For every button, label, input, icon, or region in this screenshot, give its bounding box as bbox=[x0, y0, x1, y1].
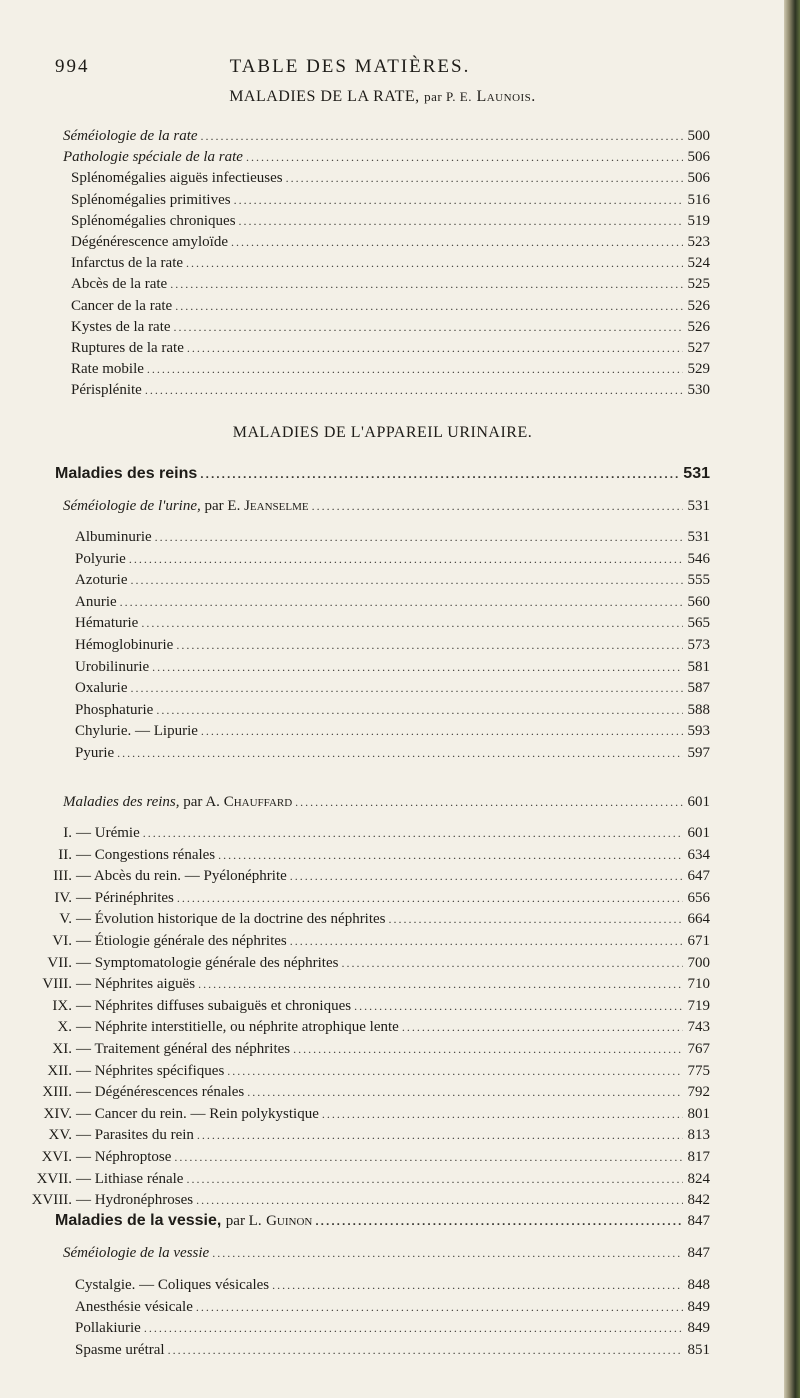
entry-page-number: 588 bbox=[687, 701, 710, 718]
toc-entry[interactable] bbox=[75, 592, 710, 612]
entry-page-number: 849 bbox=[687, 1298, 710, 1315]
chapter-number: IX. bbox=[52, 997, 72, 1014]
chapter-number: VI. bbox=[52, 933, 72, 949]
entry-page-number: 664 bbox=[687, 911, 710, 928]
entry-page-number: 526 bbox=[687, 297, 710, 314]
dot-leader bbox=[239, 211, 683, 231]
dot-leader bbox=[144, 1318, 683, 1338]
dot-leader bbox=[196, 1190, 683, 1210]
entry-page-number: 656 bbox=[687, 889, 710, 906]
toc-entry[interactable] bbox=[75, 700, 710, 720]
toc-entry[interactable] bbox=[63, 126, 710, 146]
entry-title: Hématurie bbox=[75, 615, 139, 632]
entry-title: — Traitement général des néphrites bbox=[76, 1041, 291, 1057]
entry-title: — Dégénérescences rénales bbox=[76, 1084, 245, 1101]
toc-entry[interactable] bbox=[75, 1318, 710, 1338]
dot-leader bbox=[176, 635, 683, 655]
toc-entry[interactable] bbox=[71, 211, 710, 231]
dot-leader bbox=[247, 1082, 683, 1102]
entry-page-number: 647 bbox=[687, 868, 710, 885]
dot-leader bbox=[198, 974, 683, 994]
toc-entry[interactable] bbox=[24, 1147, 710, 1167]
dot-leader bbox=[315, 1211, 683, 1231]
entry-page-number: 516 bbox=[687, 191, 710, 208]
entry-page-number: 531 bbox=[687, 529, 710, 545]
entry-page-number: 743 bbox=[687, 1019, 710, 1036]
dot-leader bbox=[156, 700, 683, 720]
chapter-number: XVIII. bbox=[31, 1192, 72, 1209]
entry-page-number: 546 bbox=[687, 550, 710, 567]
chapter-number: IV. bbox=[54, 889, 72, 906]
chapter-number: X. bbox=[57, 1019, 72, 1036]
toc-entry[interactable] bbox=[24, 953, 710, 973]
entry-title: — Symptomatologie générale des néphrites bbox=[76, 954, 339, 971]
dot-leader bbox=[170, 274, 683, 294]
dot-leader bbox=[227, 1061, 683, 1081]
toc-entry[interactable] bbox=[75, 570, 710, 590]
entry-title: Pyurie bbox=[75, 745, 115, 761]
dot-leader bbox=[201, 721, 683, 741]
toc-entry-maladies-reins-chauffard[interactable]: Maladies des reins, par A. Chauffard ..... 601 bbox=[63, 792, 710, 812]
entry-page-number: 593 bbox=[687, 723, 710, 740]
dot-leader bbox=[120, 592, 683, 612]
entry-page-number: 581 bbox=[687, 658, 710, 675]
toc-entry[interactable] bbox=[24, 974, 710, 994]
toc-entry[interactable] bbox=[24, 1104, 710, 1124]
toc-entry[interactable] bbox=[75, 549, 710, 569]
entry-page-number: 530 bbox=[687, 382, 710, 399]
dot-leader bbox=[293, 1039, 683, 1059]
entry-title: — Néphrites diffuses subaiguës et chroniques bbox=[76, 997, 352, 1014]
chapter-number: XI. bbox=[52, 1041, 72, 1057]
dot-leader bbox=[322, 1104, 683, 1124]
entry-page-number: 506 bbox=[687, 170, 710, 187]
toc-entry[interactable] bbox=[24, 909, 710, 929]
toc-entry[interactable] bbox=[75, 527, 710, 547]
entry-page-number: 519 bbox=[687, 212, 710, 229]
entry-title: — Hydronéphroses bbox=[76, 1192, 194, 1209]
page-number: 994 bbox=[55, 56, 90, 77]
entry-title: Albuminurie bbox=[75, 529, 152, 545]
toc-entry[interactable] bbox=[75, 613, 710, 633]
entry-page-number: 719 bbox=[687, 997, 710, 1014]
entry-title: Hémoglobinurie bbox=[75, 637, 174, 653]
entry-title: Anurie bbox=[75, 593, 117, 610]
toc-entry[interactable] bbox=[75, 1340, 710, 1360]
section-title-rate: MALADIES DE LA RATE, par P. E. Launois. bbox=[229, 88, 536, 105]
toc-entry[interactable] bbox=[71, 296, 710, 316]
entry-title: Polyurie bbox=[75, 550, 126, 567]
chapter-number: III. bbox=[53, 868, 72, 885]
entry-page-number: 842 bbox=[687, 1192, 710, 1209]
entry-title: Ruptures de la rate bbox=[71, 340, 184, 356]
chapter-number: XVII. bbox=[36, 1170, 72, 1187]
chapter-number: XVI. bbox=[41, 1149, 72, 1165]
toc-entry[interactable] bbox=[71, 380, 710, 400]
entry-title: Périsplénite bbox=[71, 382, 142, 399]
toc-entry[interactable] bbox=[75, 743, 710, 763]
dot-leader bbox=[117, 743, 683, 763]
entry-title: — Cancer du rein. — Rein polykystique bbox=[76, 1105, 319, 1122]
toc-entry[interactable] bbox=[75, 721, 710, 741]
entry-page-number: 824 bbox=[687, 1170, 710, 1187]
dot-leader bbox=[212, 1243, 683, 1263]
entry-page-number: 565 bbox=[687, 615, 710, 632]
entry-page-number: 817 bbox=[687, 1149, 710, 1165]
dot-leader bbox=[143, 823, 683, 843]
chapter-number: V. bbox=[59, 911, 72, 928]
dot-leader bbox=[196, 1297, 683, 1317]
toc-entry[interactable] bbox=[24, 845, 710, 865]
dot-leader bbox=[187, 338, 683, 358]
chapter-number: XIII. bbox=[42, 1084, 72, 1101]
entry-title: Splénomégalies primitives bbox=[71, 191, 231, 208]
dot-leader bbox=[290, 866, 683, 886]
dot-leader bbox=[231, 232, 683, 252]
toc-entry[interactable] bbox=[75, 1275, 710, 1295]
toc-entry-maladies-vessie[interactable]: Maladies de la vessie, par L. Guinon ..... 847 bbox=[55, 1211, 710, 1231]
dot-leader bbox=[186, 253, 683, 273]
section-title-urinaire: MALADIES DE L'APPAREIL URINAIRE. bbox=[232, 424, 533, 441]
entry-page-number: 849 bbox=[687, 1320, 710, 1336]
entry-title: Pathologie spéciale de la rate bbox=[63, 149, 243, 166]
entry-title: — Parasites du rein bbox=[76, 1127, 194, 1144]
entry-page-number: 525 bbox=[687, 276, 710, 293]
dot-leader bbox=[174, 1147, 683, 1167]
entry-title: Chylurie. — Lipurie bbox=[75, 723, 198, 740]
toc-entry[interactable] bbox=[71, 317, 710, 337]
entry-page-number: 524 bbox=[687, 255, 710, 272]
chapter-number: VII. bbox=[47, 954, 72, 971]
dot-leader bbox=[152, 657, 683, 677]
entry-page-number: 767 bbox=[687, 1041, 710, 1057]
toc-entry[interactable] bbox=[24, 866, 710, 886]
chapter-number: XII. bbox=[47, 1062, 72, 1079]
entry-title: Dégénérescence amyloïde bbox=[71, 234, 228, 250]
entry-title: — Abcès du rein. — Pyélonéphrite bbox=[76, 868, 287, 885]
entry-title: Kystes de la rate bbox=[71, 318, 171, 335]
dot-leader bbox=[155, 527, 683, 547]
toc-entry[interactable] bbox=[75, 1297, 710, 1317]
entry-title: Cancer de la rate bbox=[71, 297, 173, 314]
chapter-number: VIII. bbox=[42, 976, 72, 993]
running-head bbox=[55, 56, 645, 80]
entry-title: Oxalurie bbox=[75, 680, 128, 697]
toc-entry[interactable] bbox=[71, 274, 710, 294]
dot-leader bbox=[341, 953, 683, 973]
dot-leader bbox=[312, 496, 683, 516]
toc-entry-semiologie-urine[interactable]: Séméiologie de l'urine, par E. Jeanselme ..... 531 bbox=[63, 496, 710, 516]
toc-entry[interactable] bbox=[71, 359, 710, 379]
chapter-number: I. bbox=[63, 825, 72, 841]
entry-title: Infarctus de la rate bbox=[71, 255, 184, 272]
dot-leader bbox=[389, 909, 683, 929]
chapter-number: II. bbox=[58, 846, 72, 863]
entry-title: Spasme urétral bbox=[75, 1341, 165, 1358]
toc-entry[interactable] bbox=[24, 1061, 710, 1081]
entry-page-number: 801 bbox=[687, 1105, 710, 1122]
entry-page-number: 813 bbox=[687, 1127, 710, 1144]
entry-page-number: 775 bbox=[687, 1062, 710, 1079]
toc-entry[interactable] bbox=[24, 1169, 710, 1189]
dot-leader bbox=[290, 931, 683, 951]
entry-page-number: 526 bbox=[687, 318, 710, 335]
dot-leader bbox=[147, 359, 683, 379]
entry-title: — Congestions rénales bbox=[76, 846, 216, 863]
dot-leader bbox=[234, 190, 683, 210]
dot-leader bbox=[272, 1275, 683, 1295]
entry-page-number: 506 bbox=[687, 149, 710, 166]
entry-page-number: 555 bbox=[687, 572, 710, 589]
entry-title: Anesthésie vésicale bbox=[75, 1298, 193, 1315]
dot-leader bbox=[175, 296, 683, 316]
entry-title: Phosphaturie bbox=[75, 701, 154, 718]
entry-page-number: 527 bbox=[687, 340, 710, 356]
toc-entry[interactable] bbox=[24, 1190, 710, 1210]
entry-page-number: 851 bbox=[687, 1341, 710, 1358]
toc-entry[interactable] bbox=[71, 190, 710, 210]
toc-entry[interactable] bbox=[75, 635, 710, 655]
entry-page-number: 634 bbox=[687, 846, 710, 863]
entry-title: Azoturie bbox=[75, 572, 128, 589]
entry-title: — Lithiase rénale bbox=[76, 1170, 184, 1187]
toc-entry[interactable] bbox=[24, 1017, 710, 1037]
dot-leader bbox=[197, 1125, 683, 1145]
toc-entry-maladies-reins[interactable]: Maladies des reins ..... 531 bbox=[55, 464, 710, 484]
entry-title: — Étiologie générale des néphrites bbox=[76, 933, 287, 949]
dot-leader bbox=[402, 1017, 683, 1037]
entry-title: — Néphroptose bbox=[76, 1149, 172, 1165]
dot-leader bbox=[295, 792, 683, 812]
toc-entry[interactable] bbox=[71, 253, 710, 273]
toc-entry[interactable] bbox=[24, 888, 710, 908]
entry-title: — Périnéphrites bbox=[76, 889, 174, 906]
toc-entry[interactable] bbox=[24, 931, 710, 951]
toc-entry-semiologie-vessie[interactable]: Séméiologie de la vessie ..... 847 bbox=[63, 1243, 710, 1263]
entry-title: Pollakiurie bbox=[75, 1320, 141, 1336]
chapter-number: XIV. bbox=[43, 1105, 72, 1122]
entry-title: — Néphrites aiguës bbox=[76, 976, 196, 993]
dot-leader bbox=[201, 126, 683, 146]
dot-leader bbox=[218, 845, 683, 865]
entry-page-number: 500 bbox=[687, 128, 710, 144]
entry-title: — Néphrite interstitielle, ou néphrite atrophique lente bbox=[76, 1019, 399, 1036]
dot-leader bbox=[354, 996, 683, 1016]
entry-page-number: 848 bbox=[687, 1277, 710, 1293]
toc-entry[interactable] bbox=[24, 1039, 710, 1059]
entry-title: Abcès de la rate bbox=[71, 276, 168, 293]
running-title: TABLE DES MATIÈRES. bbox=[229, 56, 471, 77]
entry-page-number: 671 bbox=[687, 933, 710, 949]
entry-page-number: 573 bbox=[687, 637, 710, 653]
entry-title: Rate mobile bbox=[71, 361, 144, 378]
dot-leader bbox=[141, 613, 683, 633]
dot-leader bbox=[130, 678, 683, 698]
entry-page-number: 587 bbox=[687, 680, 710, 697]
entry-page-number: 560 bbox=[687, 593, 710, 610]
dot-leader bbox=[200, 464, 680, 484]
entry-title: — Urémie bbox=[76, 825, 140, 841]
entry-title: — Évolution historique de la doctrine des néphrites bbox=[76, 911, 386, 928]
entry-page-number: 523 bbox=[687, 234, 710, 250]
entry-title: Splénomégalies chroniques bbox=[71, 212, 236, 229]
entry-title: Séméiologie de la rate bbox=[63, 128, 198, 144]
toc-entry[interactable] bbox=[24, 1082, 710, 1102]
entry-page-number: 597 bbox=[687, 745, 710, 761]
toc-entry[interactable] bbox=[75, 657, 710, 677]
chapter-number: XV. bbox=[48, 1127, 72, 1144]
entry-title: Cystalgie. — Coliques vésicales bbox=[75, 1277, 270, 1293]
toc-entry[interactable] bbox=[24, 823, 710, 843]
entry-page-number: 792 bbox=[687, 1084, 710, 1101]
entry-title: Urobilinurie bbox=[75, 658, 150, 675]
entry-title: — Néphrites spécifiques bbox=[76, 1062, 225, 1079]
entry-title: Splénomégalies aiguës infectieuses bbox=[71, 170, 283, 187]
entry-page-number: 529 bbox=[687, 361, 710, 378]
dot-leader bbox=[145, 380, 683, 400]
dot-leader bbox=[186, 1169, 683, 1189]
dot-leader bbox=[168, 1340, 683, 1360]
dot-leader bbox=[174, 317, 683, 337]
toc-entry[interactable] bbox=[71, 338, 710, 358]
toc-entry[interactable] bbox=[24, 1125, 710, 1145]
entry-page-number: 601 bbox=[687, 825, 710, 841]
page-edge bbox=[784, 0, 800, 1398]
toc-entry[interactable] bbox=[71, 168, 710, 188]
toc-entry[interactable] bbox=[63, 147, 710, 167]
dot-leader bbox=[129, 549, 683, 569]
toc-entry[interactable] bbox=[24, 996, 710, 1016]
toc-entry[interactable] bbox=[71, 232, 710, 252]
entry-page-number: 710 bbox=[687, 976, 710, 993]
dot-leader bbox=[286, 168, 683, 188]
dot-leader bbox=[177, 888, 683, 908]
toc-entry[interactable] bbox=[75, 678, 710, 698]
dot-leader bbox=[130, 570, 683, 590]
entry-page-number: 700 bbox=[687, 954, 710, 971]
dot-leader bbox=[246, 147, 683, 167]
